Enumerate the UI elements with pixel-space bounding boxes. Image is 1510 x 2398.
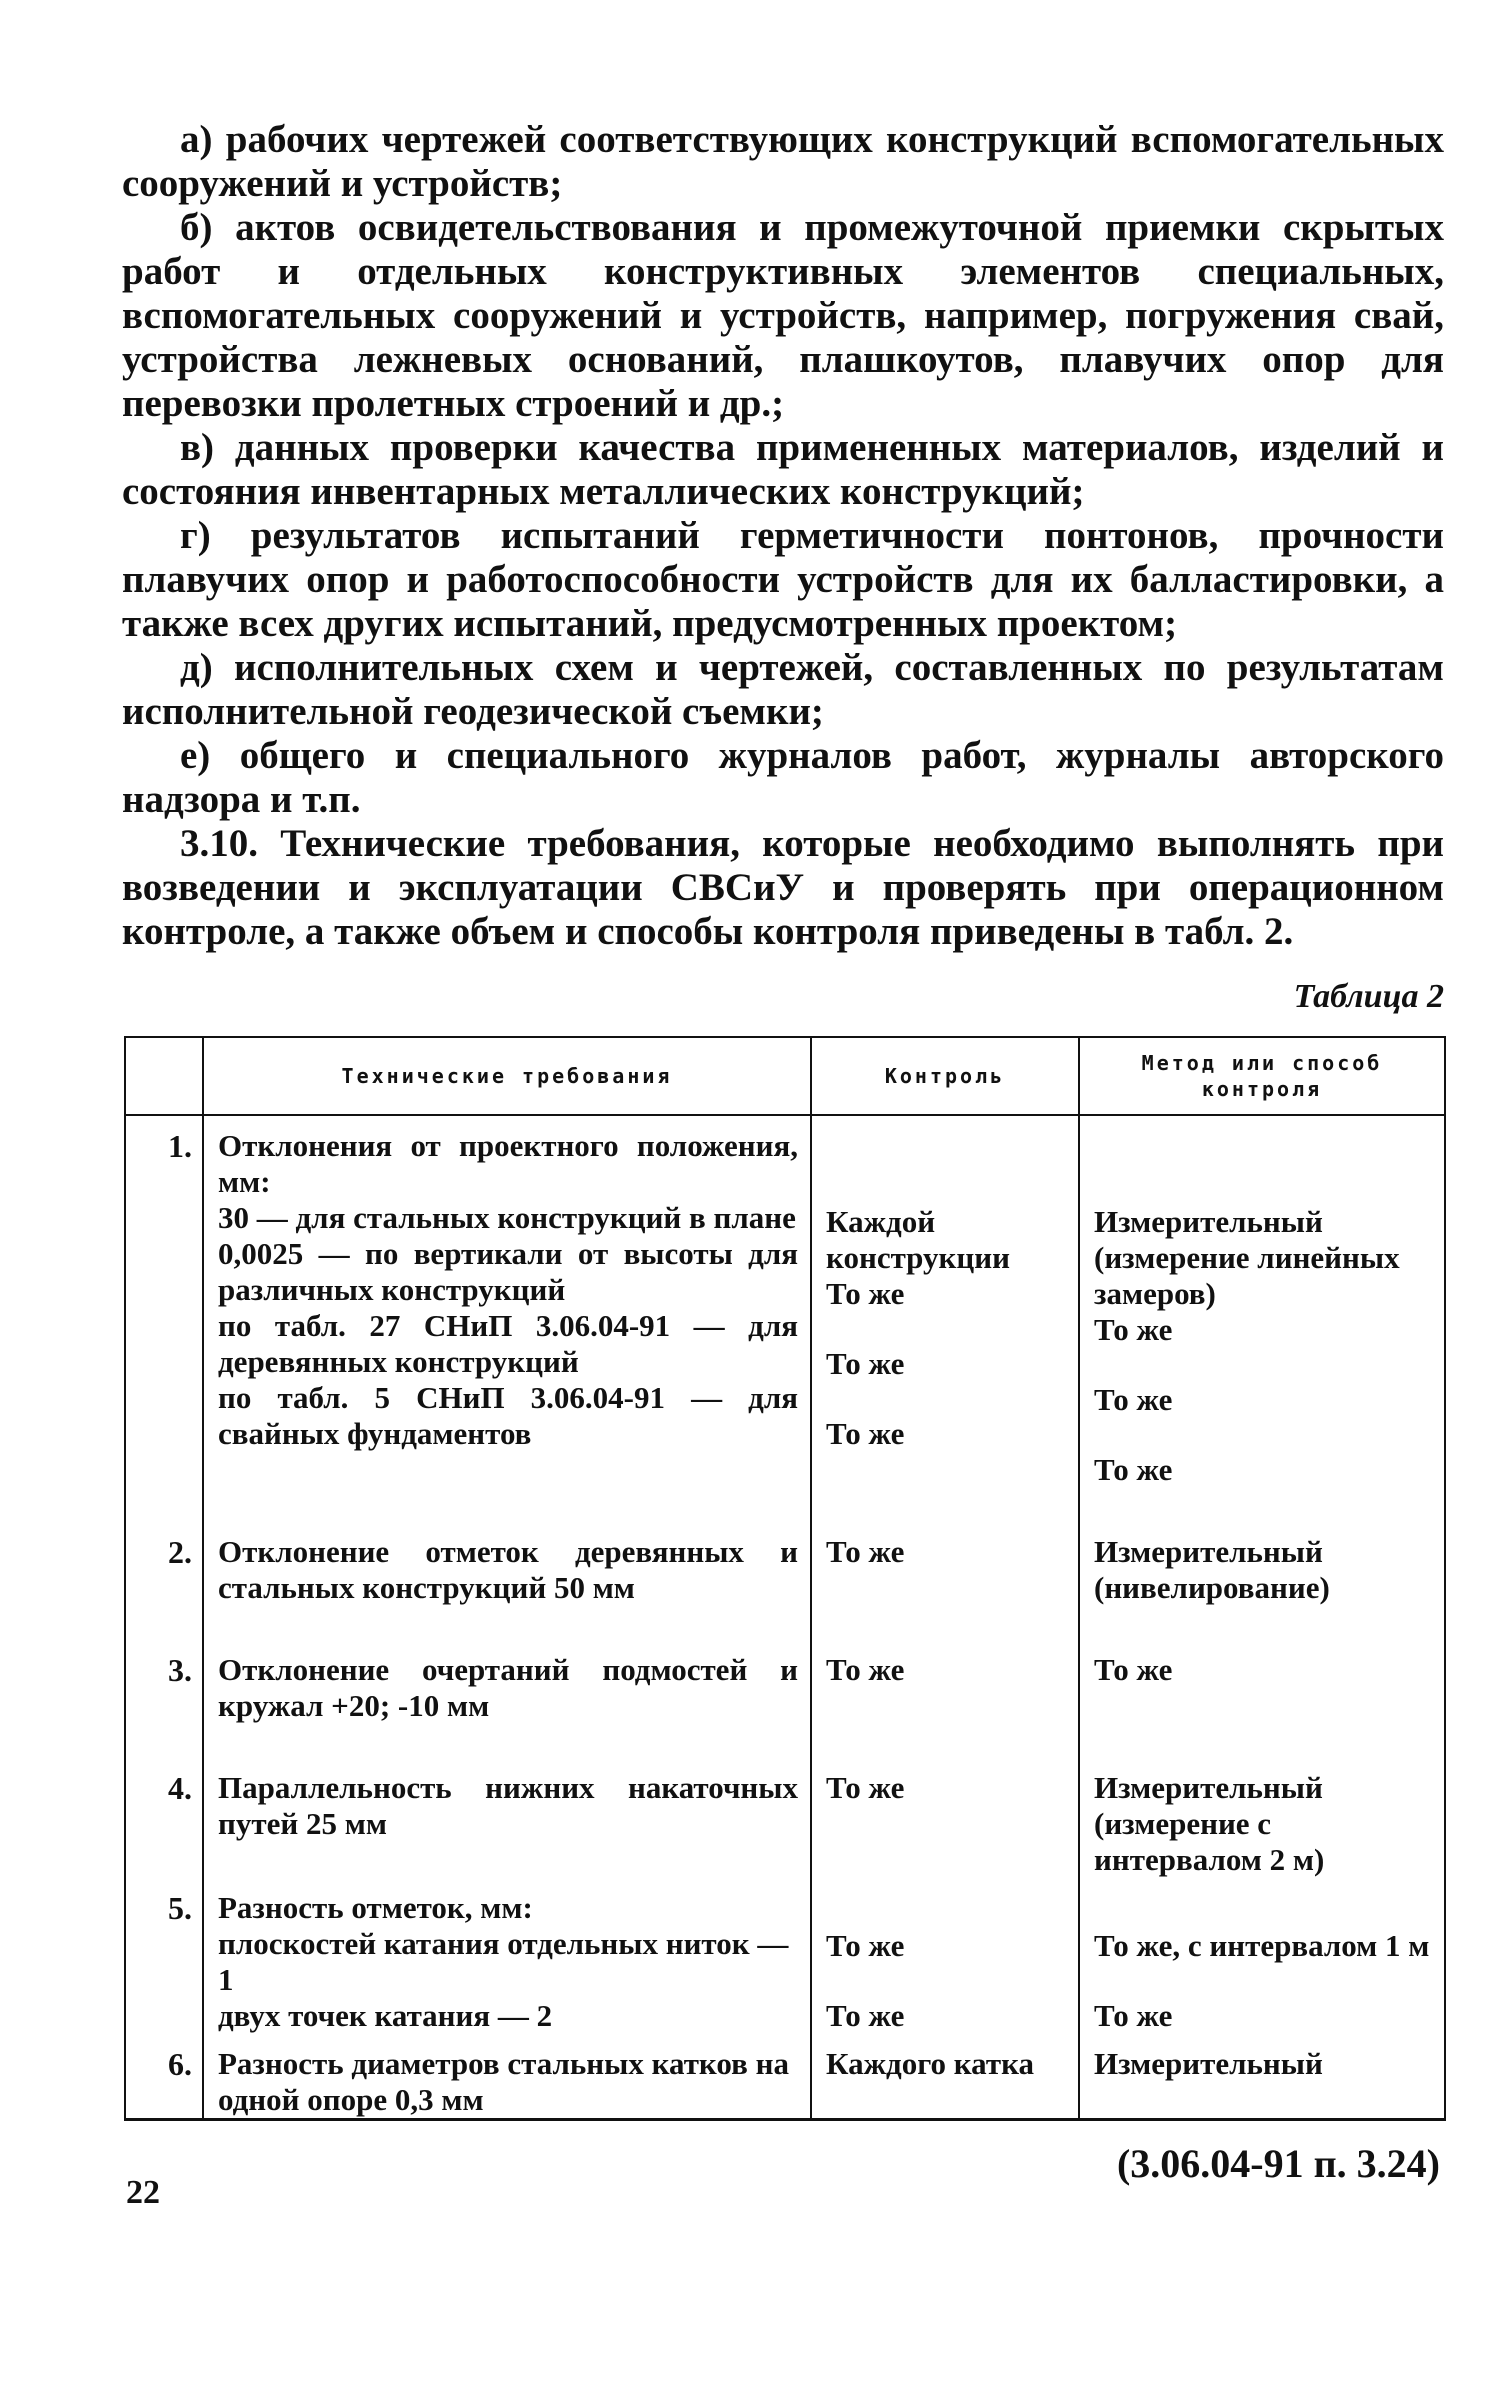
requirement-line: Разность отметок, мм: <box>218 1890 533 1925</box>
requirement-line: 30 — для стальных конструкций в плане <box>218 1200 796 1235</box>
requirement-line: по табл. 27 СНиП 3.06.04-91 — для деревянных конструкций <box>218 1308 798 1379</box>
row-control: То же <box>811 1640 1079 1758</box>
requirement-line: Отклонение очертаний подмостей и кружал +20; -10 мм <box>218 1652 798 1723</box>
header-num <box>125 1037 203 1115</box>
row-control: То же <box>811 1758 1079 1878</box>
control-line: То же <box>826 1928 905 1963</box>
method-line: То же <box>1094 1382 1173 1417</box>
paragraph-3-10: 3.10. Технические требования, которые необходимо выполнять при возведении и эксплуатации СВСиУ и проверять при операционном контроле, а также объем и способы контроля приведены в табл. 2. <box>122 822 1444 953</box>
row-number: 3. <box>125 1640 203 1758</box>
paragraph-g: г) результатов испытаний герметичности понтонов, прочности плавучих опор и работоспособности устройств для их балластировки, а также всех других испытаний, предусмотренных проектом; <box>122 514 1444 645</box>
row-number: 4. <box>125 1758 203 1878</box>
requirement-line: по табл. 5 СНиП 3.06.04-91 — для свайных фундаментов <box>218 1380 798 1451</box>
row-control <box>811 1878 1079 2034</box>
table-row <box>125 1878 1445 2034</box>
method-line: То же <box>1094 1998 1173 2033</box>
table-header-row <box>125 1037 1445 1115</box>
requirement-line: 0,0025 — по вертикали от высоты для различных конструкций <box>218 1236 798 1307</box>
row-method <box>1079 1878 1445 2034</box>
header-method: Метод или способ контроля <box>1079 1037 1445 1115</box>
method-line: То же <box>1094 1312 1173 1347</box>
requirement-line: плоскостей катания отдельных ниток — 1 <box>218 1926 789 1997</box>
normative-reference: (3.06.04-91 п. 3.24) <box>1116 2141 1440 2186</box>
paragraph-d: д) исполнительных схем и чертежей, составленных по результатам исполнительной геодезической съемки; <box>122 646 1444 733</box>
row-requirement <box>203 1640 811 1758</box>
page-number: 22 <box>126 2174 160 2211</box>
control-line: То же <box>826 1416 905 1451</box>
row-requirement <box>203 1115 811 1522</box>
row-control <box>811 1115 1079 1522</box>
row-number: 6. <box>125 2034 203 2120</box>
table-row <box>125 1115 1445 1522</box>
paragraph-b: б) актов освидетельствования и промежуточной приемки скрытых работ и отдельных конструктивных элементов специальных, вспомогательных сооружений и устройств, например, погружения свай, устройства лежневых оснований, плашкоутов, плавучих опор для перевозки пролетных строений и др.; <box>122 206 1444 425</box>
row-method <box>1079 1115 1445 1522</box>
control-line: То же <box>826 1276 905 1311</box>
requirement-line: Отклонения от проектного положения, мм: <box>218 1128 798 1199</box>
control-line: Каждой конструкции <box>826 1204 1010 1275</box>
header-requirements: Технические требования <box>203 1037 811 1115</box>
row-method: То же <box>1079 1640 1445 1758</box>
row-requirement: Разность диаметров стальных катков на одной опоре 0,3 мм <box>203 2034 811 2120</box>
row-control: То же <box>811 1522 1079 1640</box>
table-caption: Таблица 2 <box>1293 978 1444 1015</box>
table-row <box>125 1640 1445 1758</box>
row-method: Измерительный (нивелирование) <box>1079 1522 1445 1640</box>
row-method: Измерительный (измерение с интервалом 2 м) <box>1079 1758 1445 1878</box>
requirement-line: двух точек катания — 2 <box>218 1998 553 2033</box>
method-line: Измерительный (измерение линейных замеров) <box>1094 1204 1400 1311</box>
row-number: 2. <box>125 1522 203 1640</box>
row-requirement <box>203 1878 811 2034</box>
row-requirement <box>203 1758 811 1878</box>
paragraph-v: в) данных проверки качества примененных материалов, изделий и состояния инвентарных металлических конструкций; <box>122 426 1444 513</box>
body-text <box>122 118 1444 954</box>
control-line: То же <box>826 1998 905 2033</box>
table-row <box>125 1522 1445 1640</box>
table-row <box>125 1758 1445 1878</box>
method-line: То же, с интервалом 1 м <box>1094 1928 1430 1963</box>
row-method: Измерительный <box>1079 2034 1445 2120</box>
requirement-line: Отклонение отметок деревянных и стальных конструкций 50 мм <box>218 1534 798 1605</box>
control-line: То же <box>826 1346 905 1381</box>
method-line: То же <box>1094 1452 1173 1487</box>
requirement-line: Параллельность нижних накаточных путей 25 мм <box>218 1770 798 1841</box>
paragraph-e: е) общего и специального журналов работ, журналы авторского надзора и т.п. <box>122 734 1444 821</box>
requirements-table <box>124 1036 1446 2121</box>
row-requirement <box>203 1522 811 1640</box>
paragraph-a: а) рабочих чертежей соответствующих конструкций вспомогательных сооружений и устройств; <box>122 118 1444 205</box>
header-control: Контроль <box>811 1037 1079 1115</box>
row-number: 1. <box>125 1115 203 1522</box>
table-row <box>125 2034 1445 2120</box>
row-number: 5. <box>125 1878 203 2034</box>
row-control: Каждого катка <box>811 2034 1079 2120</box>
